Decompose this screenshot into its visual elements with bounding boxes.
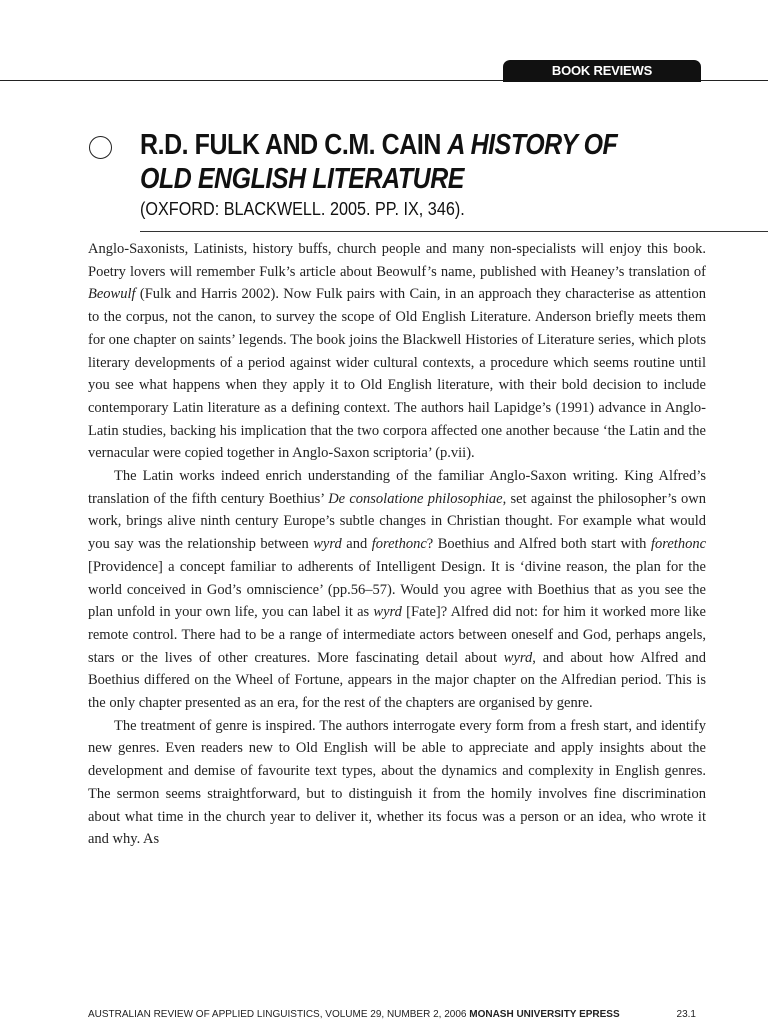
- page-footer: [88, 1009, 698, 1020]
- section-label: BOOK REVIEWS: [503, 60, 701, 82]
- review-heading: [140, 128, 740, 220]
- journal-citation: AUSTRALIAN REVIEW OF APPLIED LINGUISTICS, VOLUME 29, NUMBER 2, 2006: [88, 1009, 467, 1020]
- circle-bullet-icon: [89, 136, 112, 159]
- paragraph-3: The treatment of genre is inspired. The authors interrogate every form from a fresh start, and identify new genres. Even readers new to Old English will be able to appreciate and apply insights about the development and demise of favourite text types, about the dynamics and complexity in English genres. The sermon seems straightforward, but to distinguish it from the homily involves fine discrimination about what time in the church year to deliver it, whether its focus was a person or an idea, who wrote it and why. As: [88, 717, 706, 848]
- paragraph-1: Anglo-Saxonists, Latinists, history buffs, church people and many non-specialists will enjoy this book. Poetry lovers will remember Fulk’s article about Beowulf’s name, published with Heaney’s translation of Beowulf (Fulk and Harris 2002). Now Fulk pairs with Cain, in an approach they characterise as attention to the corpus, not the canon, to survey the scope of Old English Literature. Anderson briefly meets them for one chapter on saints’ legends. The book joins the Blackwell Histories of Literature series, which plots literary developments of a period against wider cultural contexts, a procedure which seems routine until you see what happens when they apply it to Old English literature, with their bold decision to include contemporary Latin literature as a defining context. The authors hail Lapidge’s (1991) advance in Anglo-Latin studies, backing his implication that the two corpora affected one another because ‘the Latin and the vernacular were copied together in Anglo-Saxon scriptoria’ (p.vii).: [88, 241, 706, 462]
- review-body: [88, 238, 706, 851]
- title-authors: R.D. FULK AND C.M. CAIN: [140, 129, 441, 161]
- publisher-name: MONASH UNIVERSITY EPRESS: [469, 1009, 620, 1020]
- review-title: [140, 128, 656, 196]
- publication-details: (OXFORD: BLACKWELL. 2005. PP. IX, 346).: [140, 199, 465, 219]
- page-number: 23.1: [676, 1009, 696, 1020]
- title-book-line1: A HISTORY OF: [447, 129, 618, 161]
- title-rule: [140, 231, 768, 232]
- paragraph-2: The Latin works indeed enrich understanding of the familiar Anglo-Saxon writing. King Alfred’s translation of the fifth century Boethius’ De consolatione philosophiae, set against the philosopher’s own work, brings alive ninth century Europe’s subtle changes in Christian thought. For example what would you say was the relationship between wyrd and forethonc? Boethius and Alfred both start with forethonc [Providence] a concept familiar to adherents of Intelligent Design. It is ‘divine reason, the plan for the world conceived in God’s omniscience’ (pp.56–57). Would you agree with Boethius that as you see the plan unfold in your own life, you can label it as wyrd [Fate]? Alfred did not: for him it worked more like remote control. There had to be a range of intermediate actors between oneself and God, perhaps angels, stars or the lives of other creatures. More fascinating detail about wyrd, and about how Alfred and Boethius differed on the Wheel of Fortune, appears in the major chapter on the Alfredian period. This is the only chapter presented as an era, for the rest of the chapters are organised by genre.: [88, 468, 707, 712]
- title-book-line2: OLD ENGLISH LITERATURE: [140, 163, 464, 195]
